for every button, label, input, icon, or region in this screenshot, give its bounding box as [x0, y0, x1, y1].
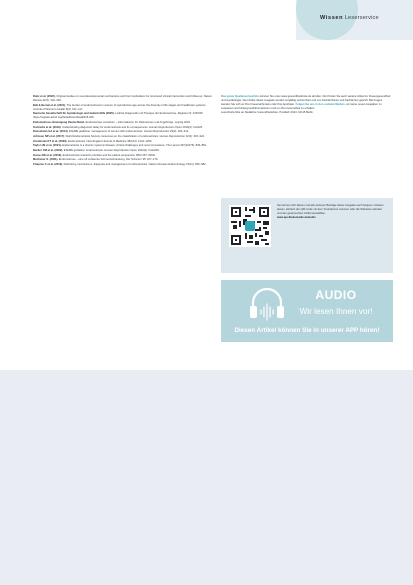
page-footer-band	[0, 370, 413, 585]
reference-author: Horne AW et al. (2019).	[33, 153, 62, 157]
qr-info-box	[221, 198, 393, 273]
reference-item	[33, 154, 213, 158]
reference-item	[33, 121, 213, 125]
source-info-paragraph	[221, 95, 391, 111]
reference-author: Zondervan KT et al. (2020).	[33, 139, 68, 143]
reference-item	[33, 112, 213, 120]
reference-author: Dietz et al. (2022).	[33, 95, 56, 98]
reference-item	[33, 158, 213, 162]
qr-description: Sie können sich diesen und alle weiteren Beiträge dieser Ausgabe auch bequem vorlesen lassen. Einfach den QR-Code mit dem Smartphone scannen oder die Webseite aufrufen und den gewünschten Artikel auswählen.	[277, 204, 384, 216]
reference-item	[33, 163, 213, 167]
source-list-link[interactable]: Das ganze Quellenverzeichnis	[221, 95, 260, 98]
reference-text: Rethinking mechanisms, diagnosis and management of endometriosis. Nature Reviews Endocrinology 15(11): 666–682.	[63, 162, 207, 166]
audio-title: AUDIO	[315, 288, 357, 302]
reference-author: Endometriose-Vereinigung Deutschland.	[33, 121, 85, 125]
reference-author: Chapron C et al. (2019).	[33, 162, 63, 166]
reference-item	[33, 135, 213, 139]
reference-author: Mechsner S. (2021).	[33, 158, 59, 162]
reference-author: Dunselman GA et al. (2014).	[33, 130, 69, 134]
audio-web-link[interactable]: www.apothekenradio.de/audio	[277, 216, 316, 220]
reference-author: Bell & Bernal et al. (2021).	[33, 103, 66, 107]
social-media-link[interactable]: Folgen Sie uns in den sozialen Medien,	[295, 103, 346, 107]
closing-paragraph: Leserbriefe bitte an Redaktion Gesundheitsbote, Postfach 2024, 10115 Berlin.	[221, 111, 314, 115]
info-column	[221, 95, 391, 115]
section-subtitle: Leserservice	[344, 15, 379, 21]
reference-text: The burden of endometriosis in women of reproductive age across the diversity of life stages and healthcare systems. Journal of Women's Health 8(3): 101–117.	[33, 103, 207, 111]
reference-author: Koninckx et al. (2019).	[33, 125, 62, 129]
reference-text: Original studies on neurodevelopmental mechanisms and their implications for structured clinical intervention and follow-up. Nature Review 41(5): 332–339.	[33, 95, 212, 103]
reference-item	[33, 149, 213, 153]
audio-app-cta: Diesen Artikel können Sie in unserer APP hören!	[234, 327, 380, 334]
reference-text: World Endometriosis Society consensus on the classification of endometriosis. Human Reproduction 32(2): 315–324.	[65, 134, 205, 138]
audio-subtitle: Wir lesen Ihnen vor!	[299, 307, 373, 316]
qr-code-icon[interactable]	[229, 205, 271, 247]
section-header	[320, 15, 379, 21]
social-media-text: um keine neuen Ausgaben zu verpassen und Hintergrundinformationen rund um Ihre Gesundheit zu erhalten.	[221, 103, 382, 111]
reference-text: ESHRE guideline: management of women with endometriosis. Human Reproduction 29(3): 400–412.	[69, 130, 190, 134]
reference-item	[33, 130, 213, 134]
reference-text: Understanding diagnostic delay for endometriosis and its consequences. Human Reproduction Open 2019(4): hoz026.	[61, 125, 203, 129]
reference-item	[33, 95, 213, 103]
reference-text: Endometriosis is a chronic systemic disease: clinical challenges and novel innovations. The Lancet 397(10276): 839–852.	[62, 144, 207, 148]
section-title: Wissen	[320, 15, 344, 21]
reference-text: Leitlinie Diagnostik und Therapie der Endometriose. Register-Nr. 015/045. https://register.awmf.org/de/leitlinien/detail/015-045.	[33, 112, 204, 120]
reference-text: Endometriosis research priorities and the patient perspective. BMJ 367: l6040.	[62, 153, 156, 157]
reference-item	[33, 144, 213, 148]
reference-list	[33, 95, 213, 167]
reference-item	[33, 104, 213, 112]
reference-text: Endometriose – eine oft verkannte Schmerzerkrankung. Der Schmerz 35: 167–176.	[58, 158, 159, 162]
reference-text: Endometriosis. New England Journal of Medicine 382(13): 1244–1256.	[67, 139, 153, 143]
reference-text: ESHRE guideline: endometriosis. Human Reproduction Open 2022(2): hoac009.	[63, 148, 160, 152]
qr-info-text	[277, 204, 387, 220]
reference-author: Johnson NP et al. (2017).	[33, 134, 65, 138]
reference-text: Endometriose verstehen – Informationen für Patientinnen und Angehörige. Leipzig 2022.	[85, 121, 191, 125]
reference-author: Deutsche Gesellschaft für Gynäkologie und Geburtshilfe (2020).	[33, 112, 115, 116]
reference-author: Becker CM et al. (2022).	[33, 148, 64, 152]
source-info-text: können Sie unter www.gesundheitsbote.de abrufen. Dort finden Sie auch weitere Artikel zu Frauengesundheit und Gynäkologie. Die Inhalte dieser Ausgabe wurden sorgfältig recherchiert und von Fachärztinnen und Fachärzten geprüft. Bei Fragen wenden Sie sich an Ihre Frauenarztpraxis oder Ihre Apotheke.	[221, 95, 391, 107]
reference-author: Taylor HS et al. (2021).	[33, 144, 62, 148]
audio-promo-box[interactable]	[221, 280, 393, 342]
